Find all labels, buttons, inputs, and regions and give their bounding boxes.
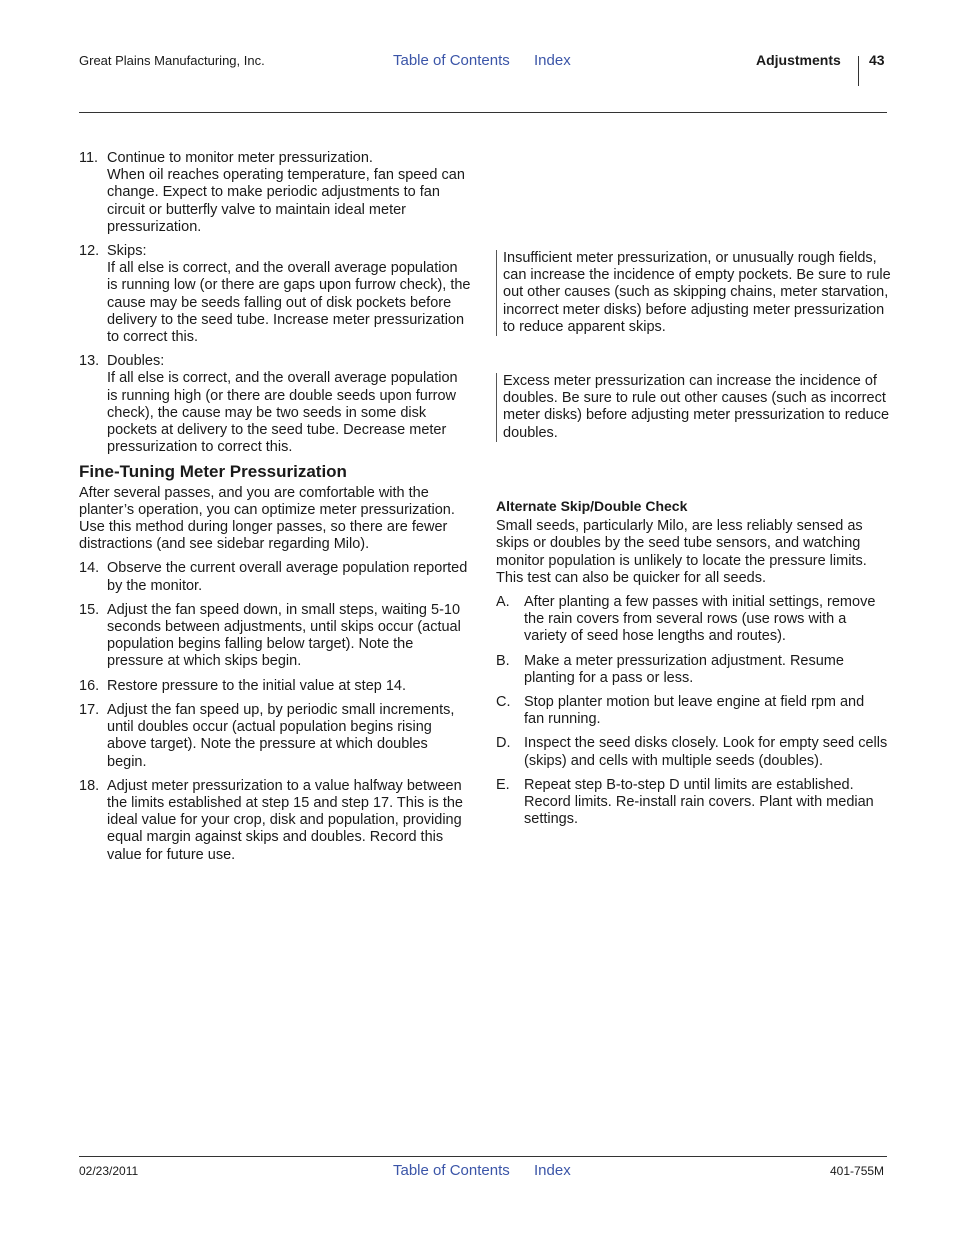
step-text: Restore pressure to the initial value at step 14. <box>107 677 407 694</box>
step-letter: B. <box>496 652 510 669</box>
step-text: Make a meter pressurization adjustment. Resume planting for a pass or less. <box>524 652 844 686</box>
header-index-link[interactable]: Index <box>534 52 571 69</box>
footer-rule <box>79 1156 887 1157</box>
step-number: 14. <box>79 560 100 577</box>
step-title: Doubles: <box>107 353 165 370</box>
fine-tuning-heading: Fine-Tuning Meter Pressurization <box>79 462 347 482</box>
alternate-check-heading: Alternate Skip/Double Check <box>496 498 688 514</box>
doubles-sidenote: Excess meter pressurization can increase the incidence of doubles. Be sure to rule out other causes (such as incorrect meter disks) before adjusting meter pressurization to reduce doubles. <box>496 373 895 442</box>
step-number: 16. <box>79 677 100 694</box>
alternate-check-intro: Small seeds, particularly Milo, are less reliably sensed as skips or doubles by the seed tube sensors, and watching monitor population is unlikely to locate the pressure limits. This test can also be quicker for all seeds. <box>496 518 867 586</box>
step-number: 15. <box>79 601 100 618</box>
step-18 <box>79 778 471 864</box>
step-e <box>496 777 888 829</box>
skips-sidenote: Insufficient meter pressurization, or unusually rough fields, can increase the incidence of empty pockets. Be sure to rule out other causes (such as skipping chains, meter starvation, incorrect meter disks) before adjusting meter pressurization to reduce apparent skips. <box>496 250 895 336</box>
footer-date: 02/23/2011 <box>79 1164 139 1178</box>
step-letter: D. <box>496 735 511 752</box>
step-c <box>496 694 888 728</box>
step-11 <box>79 150 471 236</box>
step-title: Skips: <box>107 243 147 260</box>
left-column <box>79 150 471 871</box>
step-number: 13. <box>79 353 100 370</box>
step-title: Continue to monitor meter pressurization. <box>107 150 373 166</box>
header-rule <box>79 112 887 113</box>
step-text: Inspect the seed disks closely. Look for empty seed cells (skips) and cells with multiple seeds (doubles). <box>524 735 888 769</box>
step-number: 17. <box>79 701 100 718</box>
step-d <box>496 735 888 769</box>
header-table-of-contents-link[interactable]: Table of Contents <box>393 52 510 69</box>
document-number: 401-755M <box>830 1164 885 1178</box>
footer-table-of-contents-link[interactable]: Table of Contents <box>393 1162 510 1179</box>
step-letter: C. <box>496 694 511 711</box>
step-b <box>496 653 888 687</box>
step-text: When oil reaches operating temperature, fan speed can change. Expect to make periodic adjustments to fan circuit or butterfly valve to maintain ideal meter pressurization. <box>107 167 465 235</box>
step-14 <box>79 560 471 594</box>
page-number: 43 <box>869 52 885 68</box>
fine-tuning-intro: After several passes, and you are comfortable with the planter’s operation, you can optimize meter pressurization. Use this method during longer passes, so there are fewer distractions (and see sidebar regarding Milo). <box>79 484 455 553</box>
step-text: Observe the current overall average population reported by the monitor. <box>107 560 468 594</box>
step-13 <box>79 353 471 456</box>
step-letter: A. <box>496 594 510 611</box>
header-divider <box>858 56 859 86</box>
company-name: Great Plains Manufacturing, Inc. <box>79 53 265 68</box>
footer-index-link[interactable]: Index <box>534 1162 571 1179</box>
right-column <box>496 498 888 835</box>
step-text: After planting a few passes with initial settings, remove the rain covers from several rows (use rows with a variety of seed hose lengths and routes). <box>524 594 876 645</box>
step-a <box>496 594 888 646</box>
step-15 <box>79 602 471 671</box>
section-title: Adjustments <box>756 52 841 68</box>
step-text: If all else is correct, and the overall average population is running high (or there are double seeds upon furrow check), the cause may be two seeds in some disk pockets at delivery to the seed tube. Decrease meter pressurization to correct this. <box>107 370 458 456</box>
step-17 <box>79 702 471 771</box>
step-text: Repeat step B-to-step D until limits are established. Record limits. Re-install rain covers. Plant with median settings. <box>524 776 874 828</box>
step-12 <box>79 243 471 346</box>
step-text: If all else is correct, and the overall average population is running low (or there are gaps upon furrow check), the cause may be seeds falling out of disk pockets before delivery to the seed tube. Increase meter pressurization to correct this. <box>107 260 471 346</box>
step-text: Adjust meter pressurization to a value halfway between the limits established at step 15 and step 17. This is the ideal value for your crop, disk and population, providing equal margin against skips and doubles. Record this value for future use. <box>107 777 463 863</box>
step-number: 11. <box>79 150 99 166</box>
step-16 <box>79 678 471 695</box>
step-text: Adjust the fan speed down, in small steps, waiting 5-10 seconds between adjustments, until skips occur (actual population begins falling below target). Note the pressure at which skips begin. <box>107 601 461 670</box>
step-number: 12. <box>79 243 100 260</box>
step-number: 18. <box>79 777 100 794</box>
step-text: Adjust the fan speed up, by periodic small increments, until doubles occur (actual population begins rising above target). Note the pressure at which doubles begin. <box>107 701 455 770</box>
step-letter: E. <box>496 776 510 793</box>
step-text: Stop planter motion but leave engine at field rpm and fan running. <box>524 694 865 728</box>
